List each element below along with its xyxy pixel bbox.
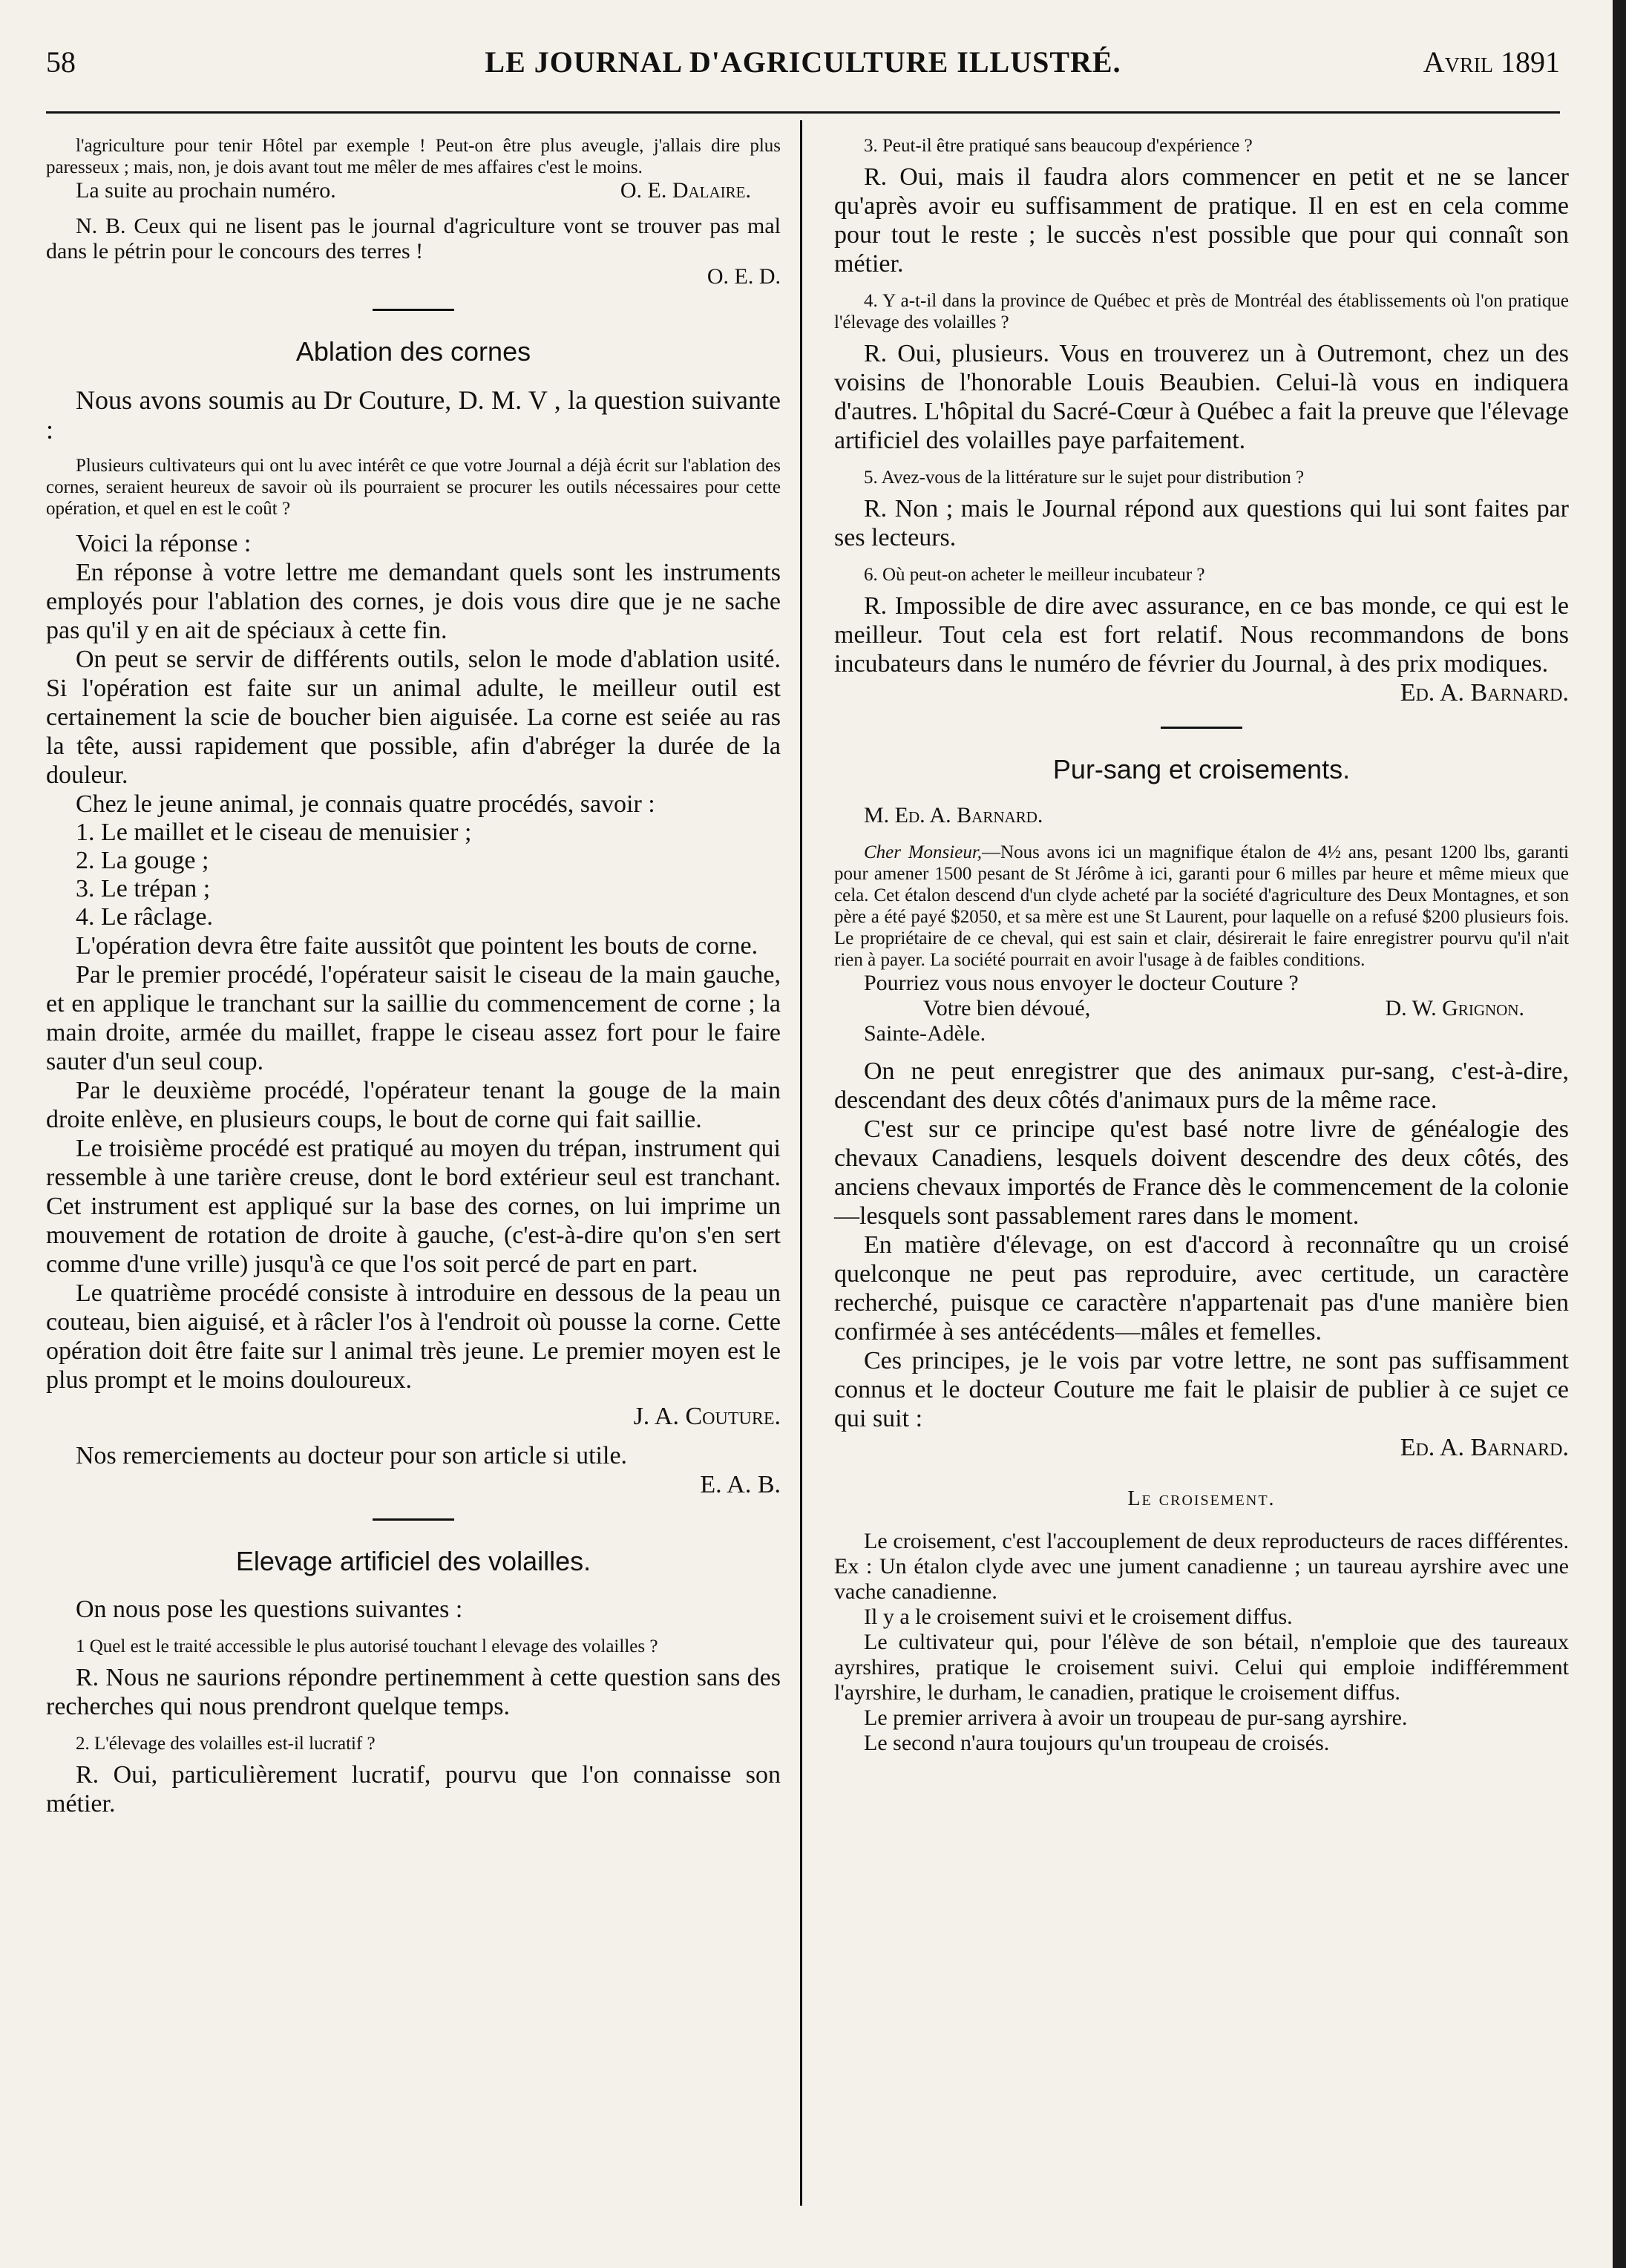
journal-title: LE JOURNAL D'AGRICULTURE ILLUSTRÉ. [485,45,1121,79]
issue-date: Avril 1891 [1423,45,1560,79]
letter-closing-row [834,996,1569,1021]
ablation-p4: L'opération devra être faite aussitôt que pointent les bouts de corne. [76,932,758,960]
answer-5: R. Non ; mais le Journal répond aux questions qui lui sont faites par ses lecteurs. [834,495,1569,551]
letter-salutation: Cher Monsieur, [864,842,983,862]
question-3: 3. Peut-il être pratiqué sans beaucoup d'expérience ? [864,136,1253,156]
reply-p4: Ces principes, je le vois par votre lettre, ne sont pas suffisamment connus et le docteur Couture me fait le plaisir de publier à ce sujet ce qui suit : [834,1347,1569,1432]
ablation-p3: Chez le jeune animal, je connais quatre procédés, savoir : [76,790,655,818]
ablation-p7: Le troisième procédé est pratiqué au moyen du trépan, instrument qui ressemble à une tarière creuse, dont le bord extérieur seul est tranchant. Cet instrument est appliqué sur la base des cornes, on lui imprime un mouvement de rotation de droite à gauche, (c'est-à-dire qu'on s'en sert comme d'une vrille) jusqu'à ce que l'os soit percé de part en part. [46,1135,781,1278]
separator [373,1518,454,1521]
list-item: 2. La gouge ; [76,847,209,874]
croisement-p2: Il y a le croisement suivi et le croisement diffus. [864,1605,1293,1629]
answer-3: R. Oui, mais il faudra alors commencer en petit et ne se lancer qu'après avoir eu suffisamment de pratique. Il en est en cela comme pour tout le reste ; le succès n'est possible que pour qui connaît son métier. [834,163,1569,278]
letter-closing: Votre bien dévoué, [923,996,1091,1020]
question-4: 4. Y a-t-il dans la province de Québec et près de Montréal des établissements où l'on pratique l'élevage des volailles ? [834,291,1569,332]
separator [373,309,454,311]
croisement-p4: Le premier arrivera à avoir un troupeau de pur-sang ayrshire. [864,1705,1408,1730]
letter-signer: D. W. Grignon. [1385,996,1524,1020]
list-item: 3. Le trépan ; [76,875,211,902]
answer-lead: Voici la réponse : [76,530,252,557]
letter-place: Sainte-Adèle. [864,1021,986,1046]
letter-text: —Nous avons ici un magnifique étalon de 4½ ans, pesant 1200 lbs, garanti pour amener 1500 pesant de St Jérôme à ici, garanti pour 6 milles par heure et même mieux que cela. Cet étalon descend d'un clyde acheté par la société d'agriculture des Deux Montagnes, et son père a été payé $2050, et sa mère est une St Laurent, pour laquelle on a refusé $200 plusieurs fois. Le propriétaire de ce cheval, qui est sain et clair, désirerait le faire enregistrer pourvu qu'il n'ait rien à payer. La société pourrait en avoir l'usage à de faibles conditions. [834,842,1569,970]
question-1: 1 Quel est le traité accessible le plus autorisé touchant l elevage des volailles ? [76,1636,658,1656]
croisement-p3: Le cultivateur qui, pour l'élève de son bétail, n'emploie que des taureaux ayrshires, pratique le croisement suivi. Celui qui emploie indifféremment l'ayrshire, le durham, le canadien, pratique le croisement diffus. [834,1630,1569,1705]
procedure-list [46,819,781,931]
continuation-note: La suite au prochain numéro. [76,178,336,203]
pursang-heading: Pur-sang et croisements. [1052,754,1351,784]
croisement-p5: Le second n'aura toujours qu'un troupeau de croisés. [864,1731,1330,1755]
intro-signature: O. E. Dalaire. [620,178,751,203]
croisement-p1: Le croisement, c'est l'accouplement de deux reproducteurs de races différentes. Ex : Un étalon clyde avec une jument canadienne ; un taureau ayrshire avec une vache canadienne. [834,1529,1569,1604]
thanks-signature: E. A. B. [700,1471,781,1498]
ablation-question: Plusieurs cultivateurs qui ont lu avec intérêt ce que votre Journal a déjà écrit sur l'ablation des cornes, seraient heureux de savoir où ils pourraient se procurer les outils nécessaires pour cette opération, et quel en est le coût ? [46,456,781,519]
ablation-heading: Ablation des cornes [295,336,531,367]
ablation-signature: J. A. Couture. [633,1403,781,1430]
elevage-intro: On nous pose les questions suivantes : [76,1596,463,1623]
croisement-heading: Le croisement. [1127,1487,1276,1510]
page-number: 58 [46,45,76,79]
page-header [46,45,1560,89]
letter-question: Pourriez vous nous envoyer le docteur Couture ? [864,971,1299,995]
answer-2: R. Oui, particulièrement lucratif, pourvu que l'on connaisse son métier. [46,1761,781,1818]
question-6: 6. Où peut-on acheter le meilleur incubateur ? [864,565,1205,585]
reply-signature: Ed. A. Barnard. [1400,1434,1569,1461]
nb-note: N. B. Ceux qui ne lisent pas le journal d'agriculture vont se trouver pas mal dans le pétrin pour le concours des terres ! [46,214,781,263]
page-edge [1613,0,1626,2268]
intro-footer [46,178,781,203]
separator [1161,727,1242,729]
answer-6: R. Impossible de dire avec assurance, en ce bas monde, ce qui est le meilleur. Tout cela est fort relatif. Nous recommandons de bons incubateurs dans le numéro de février du Journal, à des prix modiques. [834,592,1569,678]
reply-p3: En matière d'élevage, on est d'accord à reconnaître qu un croisé quelconque ne peut pas reproduire, avec certitude, un caractère recherché, puisque ce caractère n'appartenait pas d'une manière bien confirmée à ses antécédents—mâles et femelles. [834,1231,1569,1346]
header-rule [46,111,1560,114]
list-item: 4. Le râclage. [76,903,213,931]
intro-text: l'agriculture pour tenir Hôtel par exemple ! Peut-on être plus aveugle, j'allais dire plus paresseux ; mais, non, je dois avant tout me mêler de mes affaires c'est le moins. [46,136,781,177]
left-column [46,135,781,1818]
list-item: 1. Le maillet et le ciseau de menuisier ; [76,819,472,846]
reply-p2: C'est sur ce principe qu'est basé notre livre de généalogie des chevaux Canadiens, lesquels doivent descendre des deux côtés, des anciens chevaux importés de France dès le commencement de la colonie—lesquels sont passablement rares dans le moment. [834,1115,1569,1230]
answer-1: R. Nous ne saurions répondre pertinemment à cette question sans des recherches qui nous prendront quelque temps. [46,1664,781,1720]
nb-signature: O. E. D. [707,264,781,289]
reply-p1: On ne peut enregistrer que des animaux pur-sang, c'est-à-dire, descendant des deux côtés d'animaux purs de la même race. [834,1058,1569,1114]
answer-6-signature: Ed. A. Barnard. [1400,679,1569,707]
answer-4: R. Oui, plusieurs. Vous en trouverez un à Outremont, chez un des voisins de l'honorable Louis Beaubien. Celui-là vous en indiquera d'autres. L'hôpital du Sacré-Cœur à Québec a fait la preuve que l'élevage artificiel des volailles paye parfaitement. [834,340,1569,454]
ablation-p5: Par le premier procédé, l'opérateur saisit le ciseau de la main gauche, et en applique le tranchant sur la saillie du commencement de corne ; la main droite, armée du maillet, frappe le ciseau assez fort pour le faire sauter d'un seul coup. [46,961,781,1075]
ablation-p6: Par le deuxième procédé, l'opérateur tenant la gouge de la main droite enlève, en plusieurs coups, le bout de corne qui fait saillie. [46,1077,781,1133]
ablation-p2: On peut se servir de différents outils, selon le mode d'ablation usité. Si l'opération est faite sur un animal adulte, le meilleur outil est certainement la scie de boucher bien aiguisée. La corne est seiée au ras la tête, aussi rapidement que possible, afin d'abréger la durée de la douleur. [46,646,781,789]
column-rule [800,120,802,2206]
elevage-heading: Elevage artificiel des volailles. [235,1546,591,1576]
right-column [834,135,1569,1756]
ablation-intro: Nous avons soumis au Dr Couture, D. M. V , la question suivante : [46,385,781,445]
ablation-p1: En réponse à votre lettre me demandant quels sont les instruments employés pour l'ablation des cornes, je dois vous dire que je ne sache pas qu'il y en ait de spéciaux à cette fin. [46,559,781,644]
question-5: 5. Avez-vous de la littérature sur le sujet pour distribution ? [864,468,1305,488]
question-2: 2. L'élevage des volailles est-il lucratif ? [76,1734,376,1754]
thanks-note: Nos remerciements au docteur pour son article si utile. [76,1442,628,1469]
ablation-p8: Le quatrième procédé consiste à introduire en dessous de la peau un couteau, bien aiguisé, et à râcler l'os à l'endroit où pousse la corne. Cette opération doit être faite sur l animal très jeune. Le premier moyen est le plus prompt et le moins douloureux. [46,1279,781,1394]
letter-addressee: M. Ed. A. Barnard. [864,803,1043,827]
letter-body [834,842,1569,971]
